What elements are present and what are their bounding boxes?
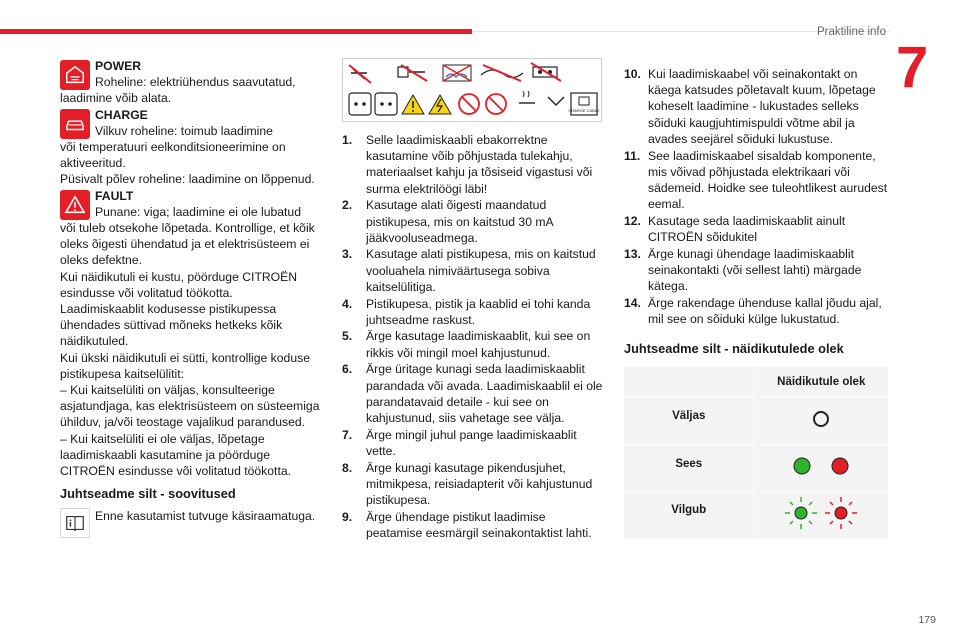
indicator-power xyxy=(60,58,322,107)
charging-cable-label-image xyxy=(342,58,602,122)
table-corner xyxy=(624,367,754,397)
column-middle xyxy=(342,58,604,542)
recommendations-heading: Juhtseadme silt - soovitused xyxy=(60,486,236,502)
row-label: Vilgub xyxy=(624,491,754,539)
indicator-text: või tuleb otsekohe lõpetada. Kontrollige, et kõik oleks õigesti ühendatud ja et elektrisüsteem ei oleks defektne. xyxy=(60,221,315,268)
indicator-text: või temperatuuri eelkonditsioneerimine on aktiveeritud. xyxy=(60,140,286,171)
indicator-status-table xyxy=(624,367,888,540)
light-blinking-cell xyxy=(754,491,888,539)
column-left xyxy=(60,58,322,540)
manual-note-text: Enne kasutamist tutvuge käsiraamatuga. xyxy=(95,509,316,524)
list-item: 10. Kui laadimiskaabel või seinakontakt on käega katsudes põletavalt kuum, lõpetage koheselt laadimine - lukustades selleks sõiduki kaugjuhtimispuldi võtme abil ja avades seejärel sõiduki lukustuse. xyxy=(624,67,876,146)
row-label: Sees xyxy=(624,445,754,491)
warning-triangle-icon xyxy=(60,190,90,220)
hot-icon xyxy=(519,91,535,103)
column-right xyxy=(624,66,888,540)
light-blinking-icon xyxy=(771,495,871,531)
list-item: 12. Kasutage seda laadimiskaablit ainult CITROËN sõidukitel xyxy=(624,213,846,245)
list-item: 3. Kasutage alati pistikupesa, mis on kaitstud vooluahela nimiväärtusega sobiva kaitselülitiga. xyxy=(342,247,596,294)
light-off-cell xyxy=(754,397,888,445)
fault-paragraph: Laadimiskaablit kodusesse pistikupessa ühendades süttivad mõneks hetkeks kõik näidikutuled. xyxy=(60,302,283,349)
list-item: 13. Ärge kunagi ühendage laadimiskaablit seinakontakti (või sellest lahti) märgade kätega. xyxy=(624,246,862,294)
car-icon xyxy=(60,109,90,139)
indicator-line: Roheline: elektriühendus saavutatud, xyxy=(95,75,296,90)
indicator-text: laadimine võib alata. xyxy=(60,91,172,106)
indicator-fault xyxy=(60,188,322,269)
grounded-socket-icon-2 xyxy=(375,93,397,115)
row-label: Väljas xyxy=(624,397,754,445)
indicator-name: POWER xyxy=(95,59,142,73)
indicator-name: CHARGE xyxy=(95,107,148,122)
list-item: 2. Kasutage alati õigesti maandatud pistikupesa, mis on kaitstud 30 mA jääkvooluseadmega. xyxy=(342,198,553,245)
table-row xyxy=(624,491,888,539)
table-row xyxy=(624,445,888,491)
steps-list-b xyxy=(624,66,888,327)
manual-book-icon xyxy=(60,508,90,538)
no-water-icon xyxy=(443,65,471,81)
no-extension-icon xyxy=(398,65,427,81)
indicator-line: Punane: viga; laadimine ei ole lubatud xyxy=(95,204,301,219)
steps-list-a xyxy=(342,132,604,541)
fault-paragraph: – Kui kaitselüliti on väljas, konsulteerige asjatundjaga, kas elektrisüsteem on süsteemiga ühilduv, ja/või teostage vajalikud parandused. xyxy=(60,383,320,430)
table-column-header: Näidikutule olek xyxy=(754,367,888,397)
manual-note xyxy=(60,508,322,540)
indicator-table-heading: Juhtseadme silt - näidikutulede olek xyxy=(624,341,844,357)
light-off-icon xyxy=(801,405,841,433)
section-title: Praktiline info xyxy=(816,26,886,38)
label-badge-text: CHARGE CABLE xyxy=(568,108,600,113)
fault-paragraph: – Kui kaitselüliti ei ole väljas, lõpetage laadimiskaabli kasutamine ja pöörduge CITROËN esindusse või volitatud töökotta. xyxy=(60,431,291,479)
light-on-icon xyxy=(776,452,866,480)
no-cable-reel-icon xyxy=(349,65,371,83)
table-row xyxy=(624,397,888,445)
indicator-line: Vilkuv roheline: toimub laadimine xyxy=(95,123,273,138)
indicator-charge xyxy=(60,107,322,188)
page-number: 179 xyxy=(918,614,936,626)
no-open-icon xyxy=(486,94,506,114)
indicator-name: FAULT xyxy=(95,188,134,203)
no-hands-icon xyxy=(459,94,479,114)
electric-shock-icon xyxy=(429,95,451,114)
list-item: 14. Ärge rakendage ühenduse kallal jõudu ajal, mil see on sõiduki külge lukustatud. xyxy=(624,295,882,327)
list-item: 8. Ärge kunagi kasutage pikendusjuhet, mitmikpesa, reisiadapterit või kahjustunud pistikupesa. xyxy=(342,460,593,507)
car-charge-icon xyxy=(60,60,90,90)
list-item: 4. Pistikupesa, pistik ja kaablid ei tohi kanda juhtseadme raskust. xyxy=(342,296,591,327)
light-on-cell xyxy=(754,445,888,491)
list-item: 9. Ärge ühendage pistikut laadimise peatamise eesmärgil seinakontaktist lahti. xyxy=(342,509,592,540)
chapter-number: 7 xyxy=(896,35,929,100)
grounded-socket-icon xyxy=(349,93,371,115)
fault-paragraph: Kui ükski näidikutuli ei sütti, kontrollige koduse pistikupesa kaitselülitit: xyxy=(60,350,310,381)
warning-icon xyxy=(402,95,424,114)
indicator-text-extra: Püsivalt põlev roheline: laadimine on lõppenud. xyxy=(60,172,315,187)
list-item: 1. Selle laadimiskaabli ebakorrektne kasutamine võib põhjustada tulekahju, materiaalset kahju ja tõsiseid vigastusi või surma elektrilöögi läbi! xyxy=(342,133,593,196)
no-multi-socket-icon xyxy=(531,63,561,81)
grounding-icon xyxy=(548,97,564,105)
fault-paragraph: Kui näidikutuli ei kustu, pöörduge CITROËN esindusse või volitatud töökotta. xyxy=(60,269,298,300)
list-item: 11. See laadimiskaabel sisaldab komponente, mis võivad põhjustada elektrikaari või sädemeid. Hoidke see tuleohtlikest aurudest eemal. xyxy=(624,148,888,212)
header-accent-bar xyxy=(0,29,472,34)
list-item: 7. Ärge mingil juhul pange laadimiskaablit vette. xyxy=(342,427,577,458)
list-item: 6. Ärge üritage kunagi seda laadimiskaablit parandada või avada. Laadimiskaablil ei ole parandatavaid detaile - kui see on kahjustunud, siis vahetage see välja. xyxy=(342,362,603,425)
no-adapter-icon xyxy=(481,65,523,81)
list-item: 5. Ärge kasutage laadimiskaablit, kui see on rikkis või mingil moel kahjustunud. xyxy=(342,329,591,360)
